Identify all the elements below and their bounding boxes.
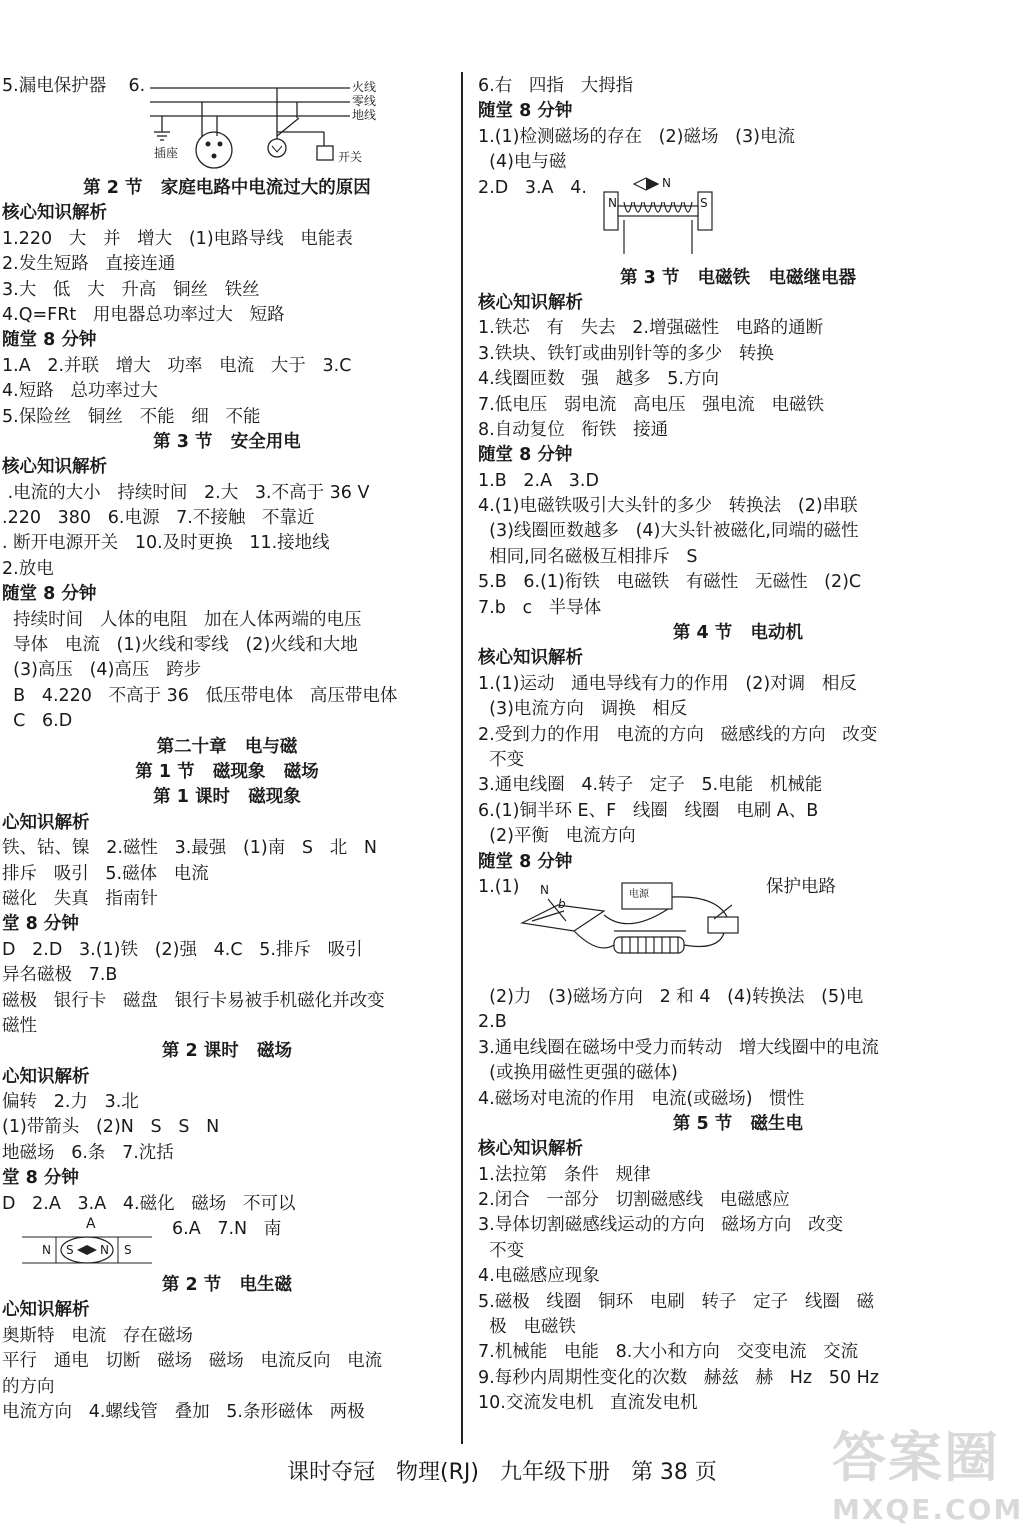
subsection-heading: 随堂 8 分钟 <box>478 445 573 466</box>
left-column <box>2 74 452 1425</box>
section-title: 第 1 课时 磁现象 <box>153 787 301 808</box>
right-rows-a <box>478 74 998 176</box>
coil-pole-left: N <box>608 195 617 210</box>
live-wire-label: 火线 <box>352 80 377 94</box>
pole-n-left: N <box>42 1243 51 1258</box>
subsection-heading: 随堂 8 分钟 <box>478 851 573 872</box>
pole-s-right: S <box>124 1243 132 1258</box>
answer-line: D 2.A 3.A 4.磁化 磁场 不可以 <box>2 1193 296 1214</box>
answer-line: 6.右 四指 大拇指 <box>478 76 634 96</box>
answer-line: (或换用磁性更强的磁体) <box>478 1063 678 1084</box>
socket-label: 插座 <box>154 146 179 160</box>
subsection-heading: 随堂 8 分钟 <box>2 330 97 351</box>
subsection-heading: 随堂 8 分钟 <box>478 101 573 122</box>
pole-n-inner: N <box>100 1243 109 1258</box>
neutral-wire-label: 零线 <box>352 94 377 108</box>
answer-line: 3.铁块、铁钉或曲别针等的多少 转换 <box>478 343 774 364</box>
subsection-heading: 核心知识解析 <box>478 1139 583 1160</box>
subsection-heading: 堂 8 分钟 <box>2 914 79 935</box>
subsection-heading: 心知识解析 <box>2 1066 90 1087</box>
answer-line: 10.交流发电机 直流发电机 <box>478 1393 698 1414</box>
answer-line: 5.保险丝 铜丝 不能 细 不能 <box>2 406 261 427</box>
answer-line: 1.B 2.A 3.D <box>478 470 599 491</box>
answer-line: (3)电流方向 调换 相反 <box>478 699 688 720</box>
section-title: 第二十章 电与磁 <box>156 736 298 757</box>
subsection-heading: 随堂 8 分钟 <box>2 584 97 605</box>
subsection-heading: 心知识解析 <box>2 1300 90 1321</box>
answer-line: 不变 <box>478 749 525 770</box>
watermark-logo: 答案圈 MXQE.COM <box>832 1426 1023 1526</box>
answer-line: (3)线圈匝数越多 (4)大头针被磁化,同端的磁性 <box>478 521 859 542</box>
answer-line: 排斥 吸引 5.磁体 电流 <box>2 863 209 884</box>
section-title: 第 2 节 电生磁 <box>161 1275 293 1296</box>
answer-line: 5.磁极 线圈 铜环 电刷 转子 定子 线圈 磁 <box>478 1291 875 1312</box>
pole-a-label: A <box>86 1216 96 1233</box>
answer-line: 2.受到力的作用 电流的方向 磁感线的方向 改变 <box>478 724 878 745</box>
answer-line: .电流的大小 持续时间 2.大 3.不高于 36 V <box>2 482 370 503</box>
answer-line: 的方向 <box>2 1376 55 1397</box>
section-title: 第 4 节 电动机 <box>672 623 804 644</box>
answer-line: 4.电磁感应现象 <box>478 1266 600 1287</box>
answer-line: 磁化 失真 指南针 <box>2 888 158 909</box>
answer-line: 5.漏电保护器 6. <box>2 76 146 96</box>
answer-line: (2)平衡 电流方向 <box>478 826 636 847</box>
answer-line: 1.(1) <box>478 876 520 897</box>
answer-line: 7.低电压 弱电流 高电压 强电流 电磁铁 <box>478 394 824 415</box>
needle-n-label: N <box>662 175 671 190</box>
answer-line: 7.机械能 电能 8.大小和方向 交变电流 交流 <box>478 1342 859 1363</box>
right-column <box>478 74 998 1417</box>
answer-line: 6.(1)铜半环 E、F 线圈 线圈 电刷 A、B <box>478 800 819 821</box>
motor-circuit-figure-block <box>478 875 998 985</box>
answer-line: 1.220 大 并 增大 (1)电路导线 电能表 <box>2 228 353 249</box>
answer-line: .220 380 6.电源 7.不接触 不靠近 <box>2 508 315 529</box>
answer-line: 1.A 2.并联 增大 功率 电流 大于 3.C <box>2 355 352 376</box>
section-title: 第 5 节 磁生电 <box>672 1113 804 1134</box>
switch-label: 开关 <box>338 150 363 164</box>
answer-line: 磁性 <box>2 1015 37 1036</box>
answer-line: 9.每秒内周期性变化的次数 赫兹 赫 Hz 50 Hz <box>478 1367 879 1388</box>
answer-line: 导体 电流 (1)火线和零线 (2)火线和大地 <box>2 635 358 656</box>
answer-line: 保护电路 <box>766 876 836 897</box>
subsection-heading: 心知识解析 <box>2 812 90 833</box>
coil-figure-block <box>478 176 998 266</box>
section-title: 第 3 节 安全用电 <box>153 431 301 452</box>
answer-line: . 断开电源开关 10.及时更换 11.接地线 <box>2 533 330 554</box>
power-supply-label: 电源 <box>629 888 649 900</box>
answer-line: 1.法拉第 条件 规律 <box>478 1164 651 1185</box>
answer-line: C 6.D <box>2 711 73 732</box>
answer-line: 极 电磁铁 <box>478 1317 576 1338</box>
answer-line: 1.(1)检测磁场的存在 (2)磁场 (3)电流 <box>478 126 795 147</box>
answer-line: 4.线圈匝数 强 越多 5.方向 <box>478 369 719 390</box>
answer-line: 1.(1)运动 通电导线有力的作用 (2)对调 相反 <box>478 673 857 694</box>
answer-line: 3.通电线圈在磁场中受力而转动 增大线圈中的电流 <box>478 1037 879 1058</box>
answer-line: 1.铁芯 有 失去 2.增强磁性 电路的通断 <box>478 318 824 339</box>
answer-line: 平行 通电 切断 磁场 磁场 电流反向 电流 <box>2 1351 383 1372</box>
subsection-heading: 核心知识解析 <box>478 292 583 313</box>
coil-pole-right: S <box>700 195 708 210</box>
column-divider <box>461 72 463 1444</box>
left-rows-b <box>2 1273 452 1425</box>
answer-line: 2.B <box>478 1012 507 1033</box>
answer-line: 2.闭合 一部分 切割磁感线 电磁感应 <box>478 1190 790 1211</box>
answer-line: 铁、钴、镍 2.磁性 3.最强 (1)南 S 北 N <box>2 838 378 859</box>
answer-line: (4)电与磁 <box>478 152 567 173</box>
answer-line: B 4.220 不高于 36 低压带电体 高压带电体 <box>2 685 398 706</box>
right-rows-b <box>478 266 998 875</box>
answer-line: (1)带箭头 (2)N S S N <box>2 1117 220 1138</box>
subsection-heading: 核心知识解析 <box>2 457 107 478</box>
answer-line: 异名磁极 7.B <box>2 965 118 986</box>
magnet-n-label: N <box>540 882 549 897</box>
answer-line: 3.通电线圈 4.转子 定子 5.电能 机械能 <box>478 775 823 796</box>
right-rows-c <box>478 985 998 1417</box>
answer-line: 7.b c 半导体 <box>478 597 602 618</box>
answer-line: 5.B 6.(1)衔铁 电磁铁 有磁性 无磁性 (2)C <box>478 572 862 593</box>
answer-line: 6.A 7.N 南 <box>172 1219 282 1240</box>
answer-line: 2.发生短路 直接连通 <box>2 254 176 275</box>
answer-line: 2.D 3.A 4. <box>478 177 587 198</box>
section-title: 第 1 节 磁现象 磁场 <box>135 761 319 782</box>
answer-line: 奥斯特 电流 存在磁场 <box>2 1325 193 1346</box>
answer-line: (2)力 (3)磁场方向 2 和 4 (4)转换法 (5)电 <box>478 986 864 1007</box>
section-title: 第 3 节 电磁铁 电磁继电器 <box>620 267 856 288</box>
answer-line: 2.放电 <box>2 558 54 579</box>
answer-line: (3)高压 (4)高压 跨步 <box>2 660 202 681</box>
wiring-figure-block <box>2 74 452 176</box>
answer-line: D 2.D 3.(1)铁 (2)强 4.C 5.排斥 吸引 <box>2 939 363 960</box>
section-title: 第 2 节 家庭电路中电流过大的原因 <box>83 178 371 198</box>
answer-line: 偏转 2.力 3.北 <box>2 1092 139 1113</box>
answer-line: 相同,同名磁极互相排斥 S <box>478 546 698 567</box>
answer-line: 4.短路 总功率过大 <box>2 381 158 402</box>
answer-line: 3.大 低 大 升高 铜丝 铁丝 <box>2 279 260 300</box>
subsection-heading: 堂 8 分钟 <box>2 1168 79 1189</box>
subsection-heading: 核心知识解析 <box>2 203 107 224</box>
answer-line: 电流方向 4.螺线管 叠加 5.条形磁体 两极 <box>2 1401 365 1422</box>
answer-line: 不变 <box>478 1240 525 1261</box>
ground-wire-label: 地线 <box>352 108 377 122</box>
answer-line: 3.导体切割磁感线运动的方向 磁场方向 改变 <box>478 1215 844 1236</box>
page-footer: 课时夺冠 物理(RJ) 九年级下册 第 38 页 <box>287 1460 717 1485</box>
answer-line: 持续时间 人体的电阻 加在人体两端的电压 <box>2 609 362 630</box>
answer-line: 4.Q=FRt 用电器总功率过大 短路 <box>2 304 285 325</box>
answer-line: 4.磁场对电流的作用 电流(或磁场) 惯性 <box>478 1088 805 1109</box>
section-title: 第 2 课时 磁场 <box>161 1041 293 1062</box>
answer-line: 8.自动复位 衔铁 接通 <box>478 419 669 440</box>
answer-line: 地磁场 6.条 7.沈括 <box>2 1142 174 1163</box>
magnet-figure-block <box>2 1217 452 1273</box>
subsection-heading: 核心知识解析 <box>478 648 583 669</box>
answer-line: 磁极 银行卡 磁盘 银行卡易被手机磁化并改变 <box>2 990 385 1011</box>
left-rows-a <box>2 176 452 1217</box>
answer-line: 4.(1)电磁铁吸引大头针的多少 转换法 (2)串联 <box>478 496 858 517</box>
pole-s-inner: S <box>66 1243 74 1258</box>
terminal-b-label: b <box>558 896 566 911</box>
